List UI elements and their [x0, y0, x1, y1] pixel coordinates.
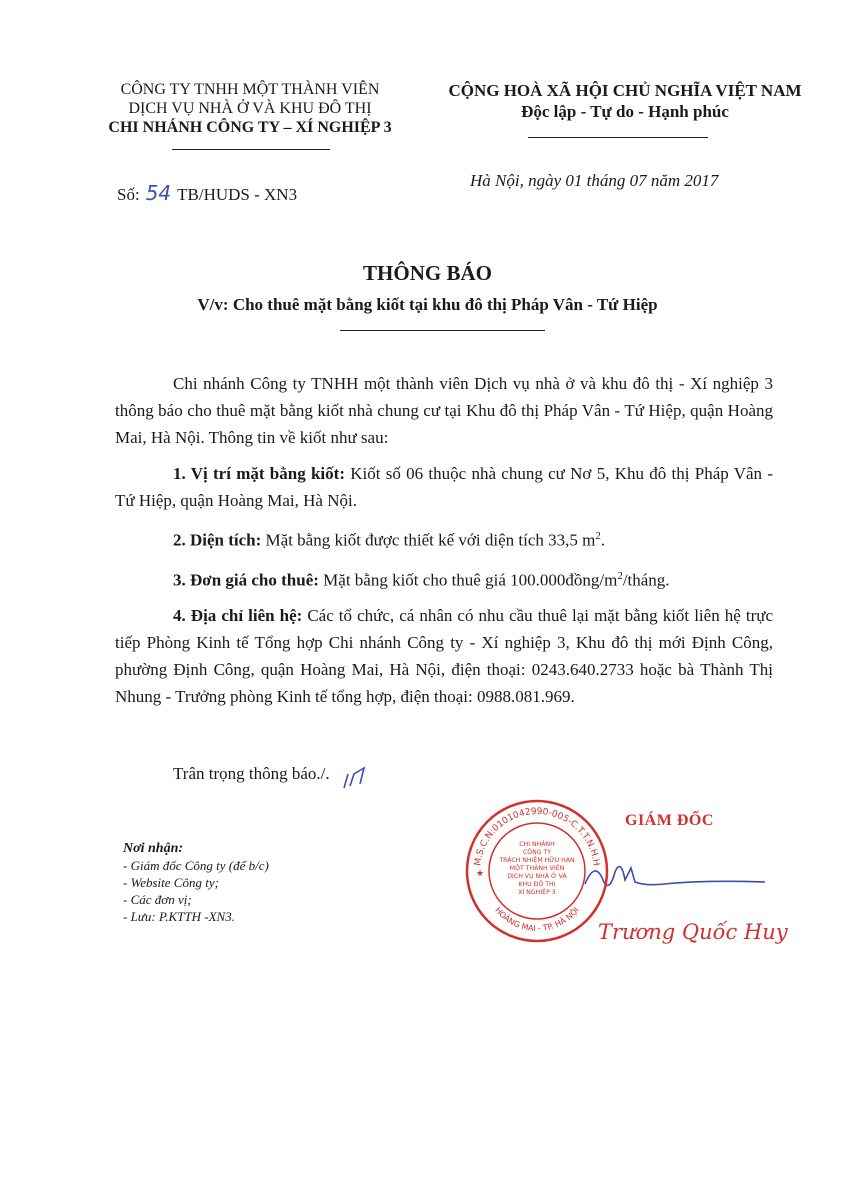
recipient-item: - Giám đốc Công ty (để b/c)	[123, 858, 269, 873]
org-line-2: DỊCH VỤ NHÀ Ở VÀ KHU ĐÔ THỊ	[128, 100, 372, 117]
seal-line: DỊCH VỤ NHÀ Ở VÀ	[507, 873, 567, 880]
issuing-organization	[95, 80, 405, 137]
nation-line-1: CỘNG HOÀ XÃ HỘI CHỦ NGHĨA VIỆT NAM	[448, 81, 802, 100]
item-area-sup: 2	[595, 530, 601, 542]
document-subject: V/v: Cho thuê mặt bằng kiốt tại khu đô thị Pháp Vân - Tứ Hiệp	[197, 295, 658, 314]
item-area-label: 2. Diện tích:	[173, 530, 262, 550]
initial-tick-mark	[330, 760, 380, 800]
item-price-text: Mặt bằng kiốt cho thuê giá 100.000đồng/m	[318, 570, 618, 590]
seal-line: KHU ĐÔ THỊ	[518, 881, 556, 888]
item-location-label: 1. Vị trí mặt bằng kiốt:	[173, 464, 345, 483]
recipient-item: - Website Công ty;	[123, 875, 219, 890]
item-area	[115, 523, 773, 554]
item-location-text: Kiốt số 06 thuộc nhà chung cư Nơ 5, Khu đô thị Pháp Vân - Tứ Hiệp, quận Hoàng Mai, Hà Nội.	[115, 464, 773, 510]
org-line-3: CHI NHÁNH CÔNG TY – XÍ NGHIỆP 3	[108, 119, 392, 136]
nation-underline	[528, 137, 708, 138]
doc-number-handwritten: 54	[145, 181, 172, 205]
seal-line: MỘT THÀNH VIÊN	[509, 865, 565, 872]
recipients-block	[123, 840, 269, 925]
document-title: THÔNG BÁO	[363, 261, 492, 285]
doc-number-prefix: Số:	[117, 185, 140, 204]
item-price-end: /tháng.	[622, 570, 670, 590]
signer-role: GIÁM ĐỐC	[625, 812, 714, 829]
recipients-heading: Nơi nhận:	[123, 841, 184, 856]
seal-bottom-text: HOÀNG MAI - TP. HÀ NỘI	[493, 905, 581, 934]
document-date: Hà Nội, ngày 01 tháng 07 năm 2017	[470, 171, 719, 190]
item-area-end: .	[600, 530, 606, 550]
nation-line-2: Độc lập - Tự do - Hạnh phúc	[521, 102, 729, 121]
item-price-sup: 2	[617, 569, 623, 582]
seal-line: CÔNG TY	[522, 849, 552, 856]
national-heading	[415, 80, 835, 122]
item-price	[115, 563, 773, 594]
signer-name: Trương Quốc Huy	[598, 920, 788, 944]
seal-line: CHI NHÁNH	[519, 841, 555, 848]
document-body	[115, 370, 773, 719]
item-price-label: 3. Đơn giá cho thuê:	[173, 570, 319, 590]
doc-number-code: TB/HUDS - XN3	[177, 185, 298, 204]
item-contact	[115, 602, 773, 710]
item-location	[115, 460, 773, 514]
item-contact-text: Các tổ chức, cá nhân có nhu cầu thuê lại mặt bằng kiốt liên hệ trực tiếp Phòng Kinh tế Tổng hợp Chi nhánh Công ty - Xí nghiệp 3, Khu đô thị mới Định Công, phường Định Công, quận Hoàng Mai, Hà Nội, điện thoại: 0243.640.2733 hoặc bà Thành Thị Nhung - Trưởng phòng Kinh tế tổng hợp, điện thoại: 0988.081.969.	[115, 606, 773, 707]
intro-paragraph: Chi nhánh Công ty TNHH một thành viên Dịch vụ nhà ở và khu đô thị - Xí nghiệp 3 thông báo cho thuê mặt bằng kiốt nhà chung cư tại Khu đô thị Pháp Vân - Tứ Hiệp, quận Hoàng Mai, Hà Nội. Thông tin về kiốt như sau:	[115, 374, 773, 447]
seal-ring-text: M.S.C.N:0101042990-005-C.T.T.N.H.H	[473, 806, 601, 867]
seal-line: XÍ NGHIỆP 3	[518, 889, 556, 896]
subject-underline	[340, 330, 545, 331]
document-number	[117, 181, 297, 205]
org-line-1: CÔNG TY TNHH MỘT THÀNH VIÊN	[120, 81, 380, 98]
company-seal	[462, 796, 612, 946]
org-underline	[172, 149, 330, 150]
closing-line: Trân trọng thông báo./.	[173, 764, 330, 783]
item-area-text: Mặt bằng kiốt được thiết kế với diện tích 33,5 m	[261, 530, 596, 550]
recipient-item: - Các đơn vị;	[123, 892, 192, 907]
seal-line: TRÁCH NHIỆM HỮU HẠN	[499, 857, 575, 864]
recipient-item: - Lưu: P.KTTH -XN3.	[123, 909, 235, 924]
seal-star-icon: ★	[476, 868, 485, 878]
item-contact-label: 4. Địa chỉ liên hệ:	[173, 606, 303, 626]
